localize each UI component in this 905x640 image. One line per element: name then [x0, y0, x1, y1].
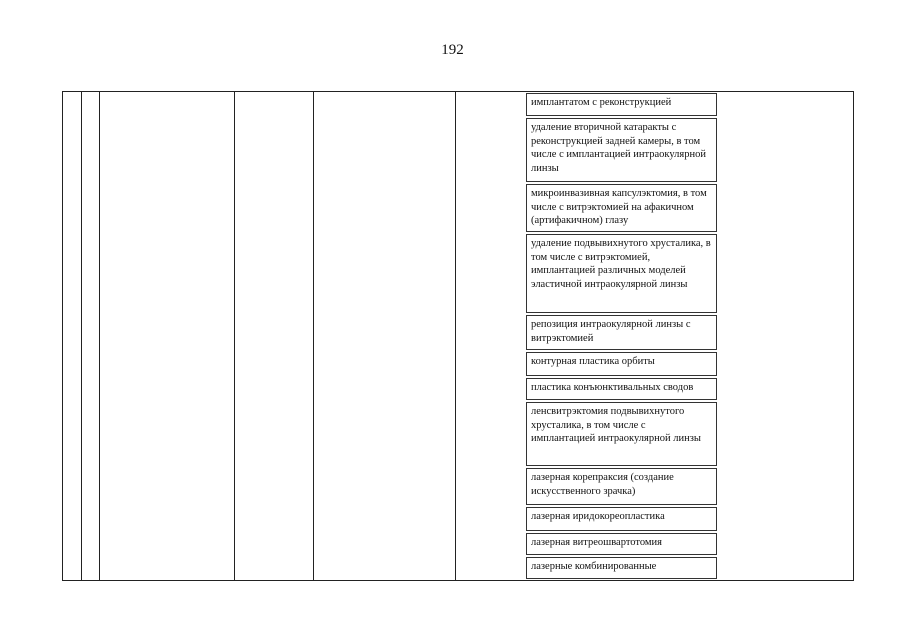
procedure-cell: репозиция интраокулярной линзы с витрэктомией [526, 315, 717, 350]
procedure-cell: лазерная корепраксия (создание искусственного зрачка) [526, 468, 717, 505]
procedure-cell: лазерная иридокореопластика [526, 507, 717, 531]
procedure-cell: лазерные комбинированные [526, 557, 717, 579]
column-divider [99, 91, 100, 581]
procedure-cell: пластика конъюнктивальных сводов [526, 378, 717, 400]
column-divider [313, 91, 314, 581]
procedure-cell: ленсвитрэктомия подвывихнутого хрусталика, в том числе с имплантацией интраокулярной линзы [526, 402, 717, 466]
column-divider [234, 91, 235, 581]
procedure-cell: имплантатом с реконструкцией [526, 93, 717, 116]
procedure-cell: лазерная витреошвартотомия [526, 533, 717, 555]
column-divider [81, 91, 82, 581]
column-divider [455, 91, 456, 581]
procedure-cell: контурная пластика орбиты [526, 352, 717, 376]
procedure-cell: удаление подвывихнутого хрусталика, в том числе с витрэктомией, имплантацией различных моделей эластичной интраокулярной линзы [526, 234, 717, 313]
table-frame [62, 91, 854, 581]
page-number: 192 [441, 42, 464, 58]
procedure-cell: удаление вторичной катаракты с реконструкцией задней камеры, в том числе с имплантацией интраокулярной линзы [526, 118, 717, 182]
procedure-cell: микроинвазивная капсулэктомия, в том числе с витрэктомией на афакичном (артифакичном) глазу [526, 184, 717, 232]
